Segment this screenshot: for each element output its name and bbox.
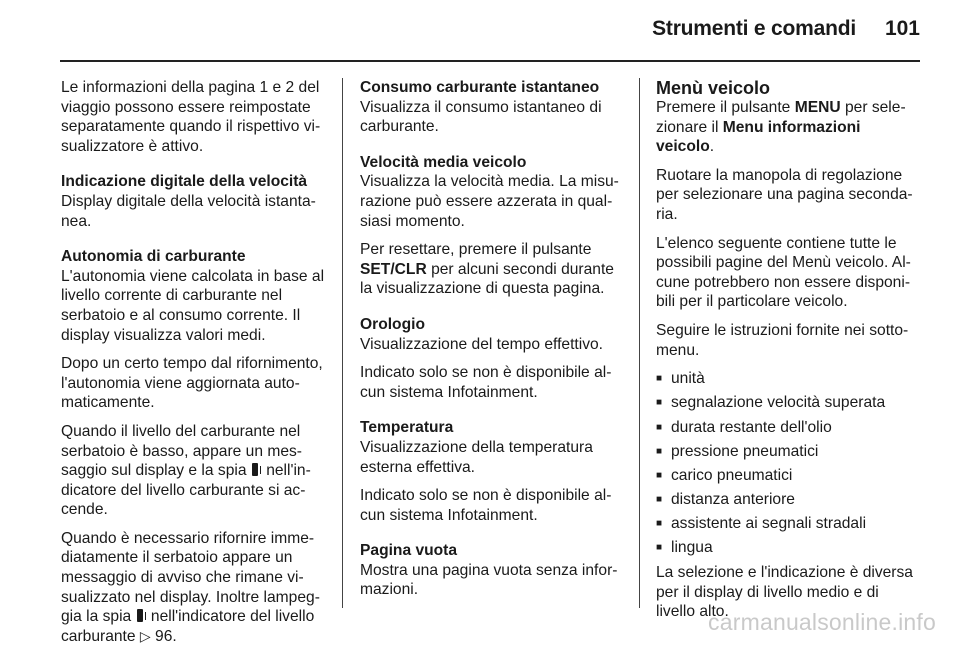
paragraph-range-3: Quando il livello del carburante nel serbatoio è basso, appare un messaggio sul display e la spia nell'indicatore del livello carburante si accende. (61, 422, 311, 519)
page-number: 101 (884, 17, 920, 40)
list-item: ■ durata restante dell'olio (656, 418, 922, 438)
column-2 (360, 78, 622, 609)
set-clr-key: SET/CLR (360, 260, 427, 278)
paragraph-empty-page: Mostra una pagina vuota senza informazioni. (360, 561, 618, 599)
list-item: ■ unità (656, 369, 922, 389)
list-item: ■ lingua (656, 538, 922, 558)
heading-range: Autonomia di carburante (61, 248, 246, 266)
paragraph-average-speed-1: Visualizza la velocità media. La misurazione può essere azzerata in qualsiasi momento. (360, 173, 619, 230)
paragraph-temperature-2: Indicato solo se non è disponibile alcun sistema Infotainment. (360, 487, 612, 524)
list-item: ■ segnalazione velocità superata (656, 393, 922, 413)
paragraph-consumption: Visualizza il consumo istantaneo di carburante. (360, 98, 602, 136)
menu-key: MENU (794, 99, 841, 116)
list-item: ■ distanza anteriore (656, 490, 922, 510)
heading-empty-page: Pagina vuota (360, 542, 458, 560)
heading-average-speed: Velocità media veicolo (360, 153, 527, 171)
heading-clock: Orologio (360, 315, 425, 333)
fuel-pump-icon (252, 463, 261, 476)
list-item: ■ carico pneumatici (656, 466, 922, 486)
list-item: ■ assistente ai segnali stradali (656, 514, 922, 534)
watermark: carmanualsonline.info (708, 609, 936, 635)
page-reference-icon: ▷ (139, 627, 151, 644)
paragraph-menu-3: L'elenco seguente contiene tutte le possibili pagine del Menù veicolo. Alcune potrebbero non essere disponibili per il particolare veicolo. (656, 234, 911, 311)
paragraph-speed: Display digitale della velocità istantanea. (61, 192, 316, 230)
paragraph-range-4: Quando è necessario rifornire immediatamente il serbatoio appare un messaggio di avviso che rimane visualizzato nel display. Inoltre lampeggia la spia nell'indicatore del livello carburante ▷ 96. (61, 529, 320, 645)
paragraph-menu-5: La selezione e l'indicazione è diversa per il display di livello medio e di livello alto. (656, 564, 913, 621)
paragraph-temperature-1: Visualizzazione della temperatura esterna effettiva. (360, 438, 593, 476)
paragraph-menu-2: Ruotare la manopola di regolazione per selezionare una pagina secondaria. (656, 166, 913, 223)
paragraph-clock-1: Visualizzazione del tempo effettivo. (360, 335, 604, 353)
column-1 (61, 78, 329, 655)
heading-temperature: Temperatura (360, 419, 454, 437)
paragraph-menu-4: Seguire le istruzioni fornite nei sottomenu. (656, 321, 909, 359)
page-header (60, 0, 920, 62)
page-reference-link[interactable]: 96. (155, 627, 177, 645)
menu-list (656, 369, 922, 558)
heading-vehicle-menu: Menù veicolo (656, 78, 771, 98)
paragraph-clock-2: Indicato solo se non è disponibile alcun sistema Infotainment. (360, 364, 612, 401)
heading-speed: Indicazione digitale della velocità (61, 173, 308, 191)
column-3 (656, 78, 922, 631)
paragraph-menu-1: Premere il pulsante MENU per selezionare il Menu informazioni veicolo. (656, 99, 906, 156)
column-divider (342, 78, 343, 608)
header-rule (60, 60, 920, 62)
paragraph-average-speed-2: Per resettare, premere il pulsante SET/CLR per alcuni secondi durante la visualizzazione di questa pagina. (360, 241, 614, 298)
section-title: Strumenti e comandi (652, 17, 856, 40)
heading-consumption: Consumo carburante istantaneo (360, 79, 600, 96)
intro-paragraph: Le informazioni della pagina 1 e 2 del viaggio possono essere reimpostate separatamente quando il rispettivo visualizzatore è attivo. (61, 79, 321, 155)
paragraph-range-1: L'autonomia viene calcolata in base al livello corrente di carburante nel serbatoio e al consumo corrente. Il display visualizza valori medi. (61, 267, 325, 344)
vehicle-info-menu-key: Menu informazioni veicolo (656, 118, 861, 156)
column-divider (639, 78, 640, 608)
list-item: ■ pressione pneumatici (656, 442, 922, 462)
paragraph-range-2: Dopo un certo tempo dal rifornimento, l'autonomia viene aggiornata automaticamente. (61, 355, 323, 412)
fuel-pump-icon (137, 609, 146, 622)
